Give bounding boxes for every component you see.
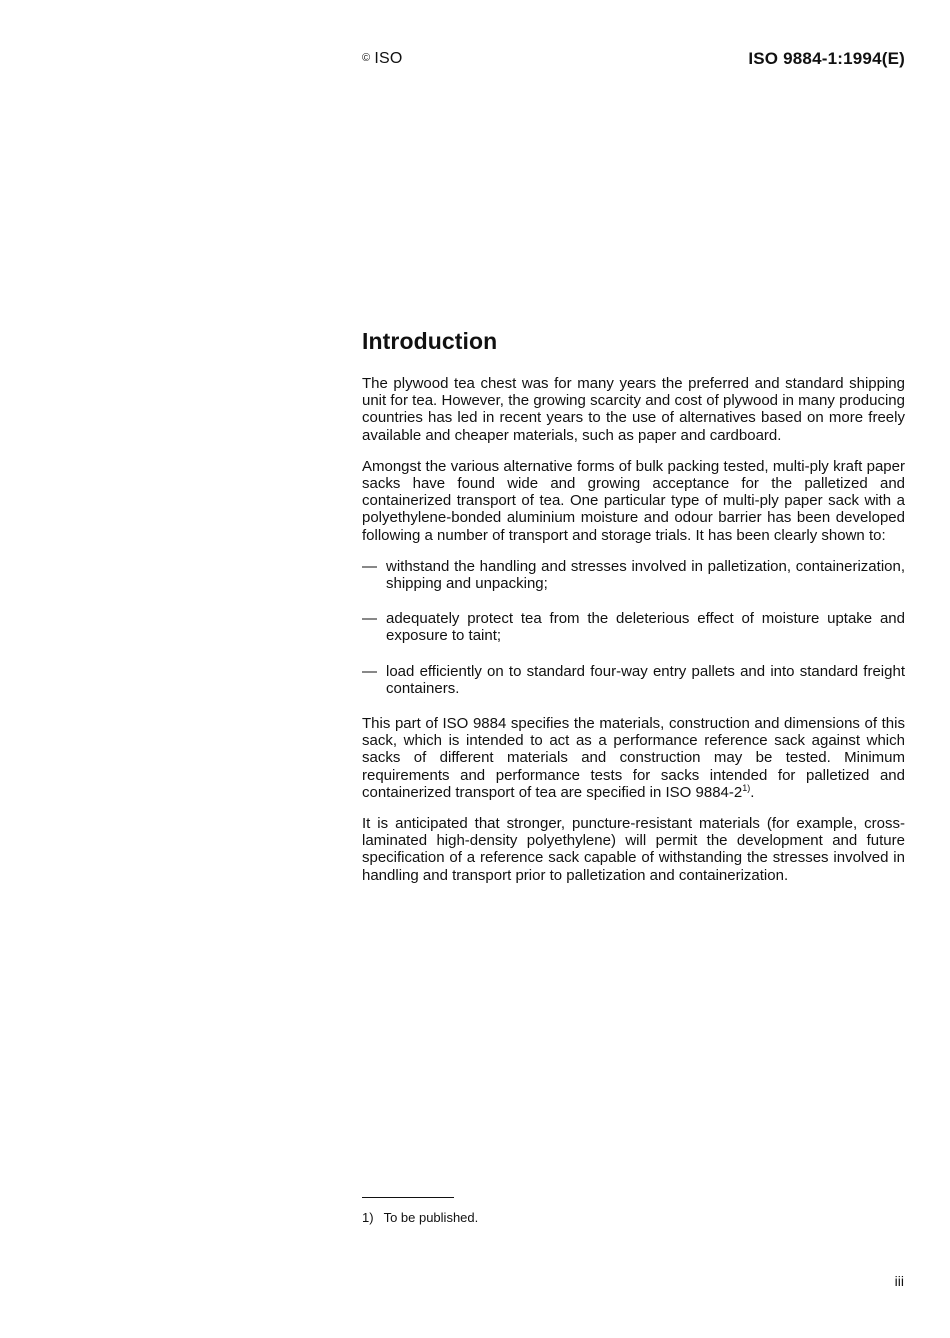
main-content xyxy=(362,326,905,898)
footnote-text: To be published. xyxy=(383,1210,479,1225)
paragraph-3-end: . xyxy=(750,783,755,801)
list-item xyxy=(362,558,905,592)
list-item-text: load efficiently on to standard four-way entry pallets and into standard freight containers. xyxy=(386,662,905,697)
paragraph-1: The plywood tea chest was for many years the preferred and standard shipping unit for tea. However, the growing scarcity and cost of plywood in many producing countries has led in recent years to the use of alternatives based on more freely available and cheaper materials, such as paper and cardboard. xyxy=(362,375,905,444)
findings-list xyxy=(362,558,905,697)
copyright-symbol: © xyxy=(362,52,371,64)
section-title: Introduction xyxy=(362,328,498,354)
list-item-text: adequately protect tea from the deleterious effect of moisture uptake and exposure to taint; xyxy=(386,610,905,645)
header-org: ISO xyxy=(374,50,403,67)
dash-bullet: — xyxy=(362,610,377,628)
paragraph-3-text: This part of ISO 9884 specifies the materials, construction and dimensions of this sack, which is intended to act as a performance reference sack against which sacks of different materials and construction may be tested. Minimum requirements and performance tests for sacks intended for palletized and containerized transport of tea are specified in ISO 9884-2 xyxy=(362,715,905,801)
page-number: iii xyxy=(894,1273,904,1289)
dash-bullet: — xyxy=(362,662,377,680)
list-item xyxy=(362,610,905,644)
footnote-mark: 1) xyxy=(362,1210,374,1225)
paragraph-3 xyxy=(362,715,905,801)
footnote xyxy=(362,1210,478,1226)
header-left xyxy=(362,50,402,68)
footnote-reference[interactable]: 1) xyxy=(742,782,751,793)
list-item-text: withstand the handling and stresses involved in palletization, containerization, shipping and unpacking; xyxy=(386,557,905,593)
footnote-divider xyxy=(362,1197,454,1198)
paragraph-2: Amongst the various alternative forms of bulk packing tested, multi-ply kraft paper sacks have found wide and growing acceptance for the palletized and containerized transport of tea. One particular type of multi-ply paper sack with a polyethylene-bonded aluminium moisture and odour barrier has been developed following a number of transport and storage trials. It has been clearly shown to: xyxy=(362,457,905,544)
document-id: ISO 9884-1:1994(E) xyxy=(748,49,905,68)
dash-bullet: — xyxy=(362,557,377,575)
paragraph-4: It is anticipated that stronger, puncture-resistant materials (for example, cross-laminated high-density polyethylene) will permit the development and future specification of a reference sack capable of withstanding the stresses involved in handling and transport prior to palletization and containerization. xyxy=(362,815,905,884)
list-item xyxy=(362,663,905,697)
